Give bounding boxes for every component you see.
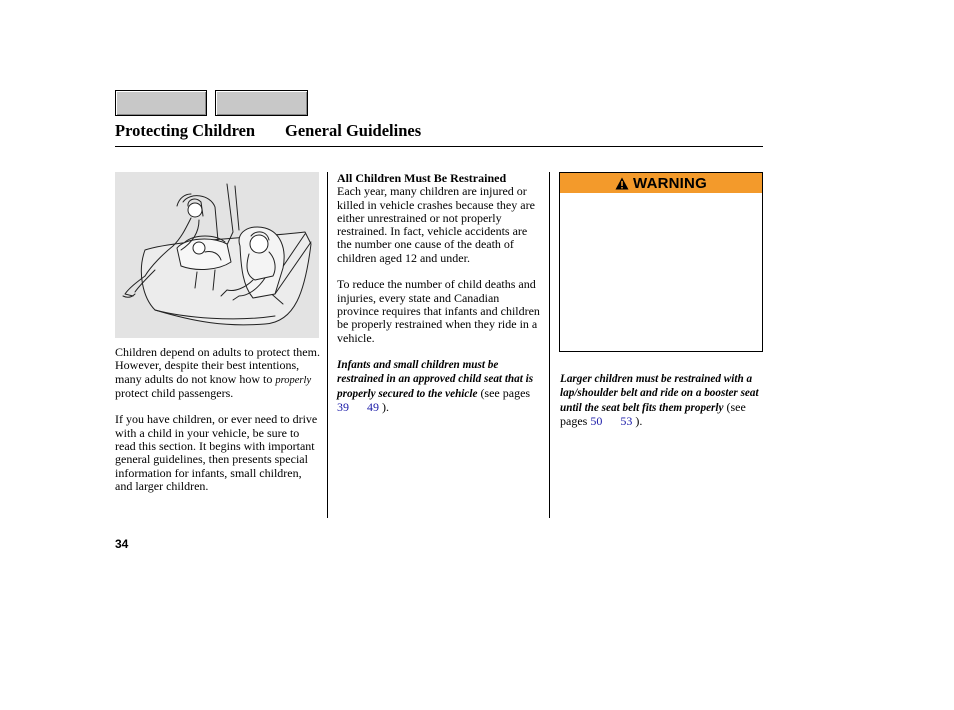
page-link-50[interactable]: 50	[590, 413, 603, 428]
nav-prev-button[interactable]	[115, 90, 207, 116]
topic-title: General Guidelines	[285, 121, 422, 140]
guidelines-paragraph: If you have children, or ever need to drive with a child in your vehicle, be sure to read this section. It begins with important general guidelines, then presents special information for infants, small children, and larger children.	[115, 412, 318, 493]
restraint-note	[337, 358, 543, 414]
column-divider	[549, 172, 550, 518]
intro-text: Children depend on adults to protect them. However, despite their best intentions, many adults do not know how to	[115, 345, 320, 386]
larger-children-emphasis: Larger children must be restrained with a lap/shoulder belt and ride on a booster seat until the seat belt fits them properly	[560, 373, 759, 414]
intro-text-end: protect child passengers.	[115, 385, 234, 400]
header-divider	[115, 146, 763, 147]
restraint-note-emphasis: Infants and small children must be restrained in an approved child seat that is properly secured to the vehicle	[337, 359, 534, 400]
intro-paragraph	[115, 346, 321, 400]
restraint-paragraph-1: Each year, many children are injured or killed in vehicle crashes because they are either unrestrained or not properly restrained. In fact, vehicle accidents are the number one cause of the death of children aged 12 and under.	[337, 184, 535, 265]
intro-column	[115, 346, 321, 493]
larger-children-ref: (see pages	[560, 399, 746, 428]
warning-triangle-icon	[615, 177, 629, 190]
restraint-heading: All Children Must Be Restrained	[337, 171, 507, 185]
nav-next-button[interactable]	[215, 90, 308, 116]
restraint-note-ref: (see pages	[477, 385, 531, 400]
restraint-paragraph-2: To reduce the number of child deaths and injuries, every state and Canadian province requires that infants and children be properly restrained when they ride in a vehicle.	[337, 277, 540, 345]
larger-children-note	[560, 372, 763, 428]
column-divider	[327, 172, 328, 518]
restraint-note-end: ).	[379, 400, 389, 415]
child-seats-drawing	[115, 172, 319, 338]
larger-children-end: ).	[632, 413, 643, 428]
restraint-column	[337, 172, 543, 414]
section-title: Protecting Children	[115, 121, 256, 140]
intro-emphasis: properly	[275, 374, 312, 386]
page-link-49[interactable]: 49	[367, 400, 379, 415]
warning-box	[559, 172, 763, 352]
warning-label: WARNING	[633, 174, 707, 192]
larger-children-column	[560, 372, 763, 428]
page-link-53[interactable]: 53	[620, 413, 633, 428]
warning-header	[560, 173, 762, 193]
page-link-39[interactable]: 39	[337, 400, 349, 415]
page-number: 34	[115, 537, 129, 551]
child-seats-illustration	[115, 172, 319, 338]
